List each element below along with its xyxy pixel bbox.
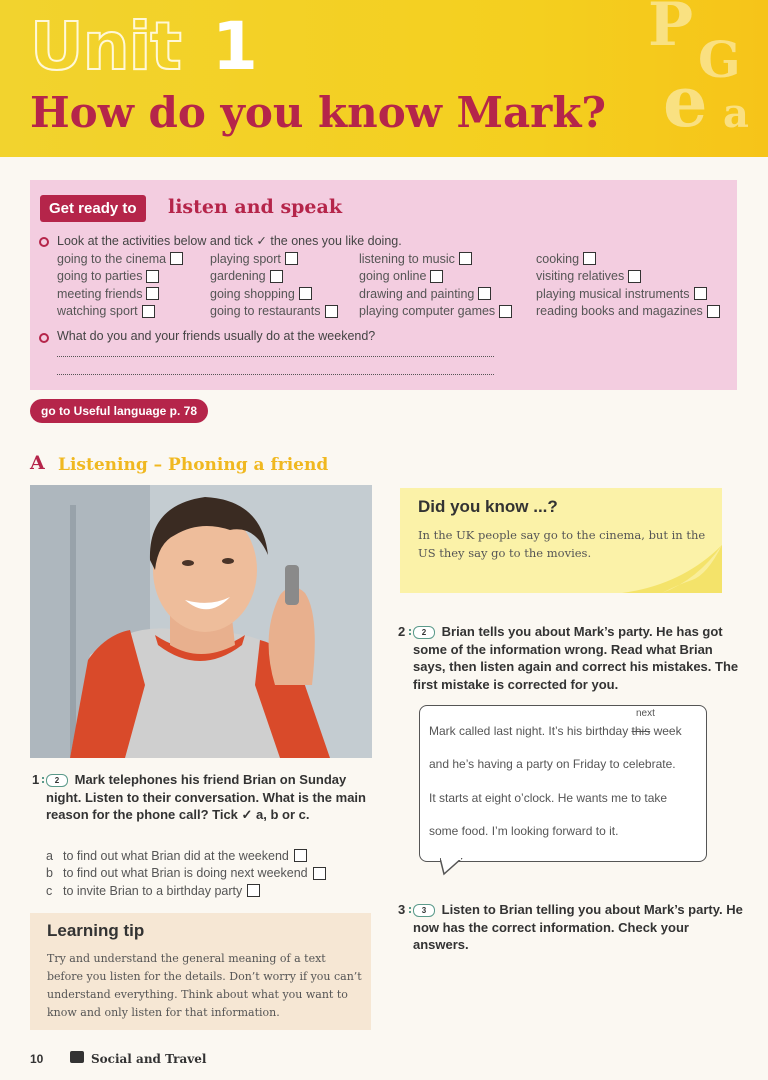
activity-label: playing computer games	[359, 304, 496, 319]
activity-label: visiting relatives	[536, 269, 625, 284]
activity-checkbox[interactable]	[459, 252, 472, 265]
bubble-text: week	[650, 724, 682, 738]
activity-checkbox[interactable]	[270, 270, 283, 283]
bubble-text: Mark called last night. It’s his birthday	[429, 724, 632, 738]
activity-checkbox[interactable]	[299, 287, 312, 300]
activity-checkbox[interactable]	[499, 305, 512, 318]
answer-line[interactable]	[57, 356, 494, 357]
bubble-line-3: It starts at eight o’clock. He wants me to take	[429, 791, 668, 805]
activity-label: going online	[359, 269, 427, 284]
activity-checkbox[interactable]	[628, 270, 641, 283]
activity-checkbox[interactable]	[707, 305, 720, 318]
question-2-text	[413, 623, 743, 693]
activity-checkbox[interactable]	[478, 287, 491, 300]
activity-label: playing musical instruments	[536, 286, 690, 301]
bubble-line-1	[429, 724, 682, 738]
question-1-options	[46, 847, 326, 900]
activity-checkbox[interactable]	[694, 287, 707, 300]
activity-column-3	[359, 250, 512, 320]
activity-label: going to restaurants	[210, 304, 321, 319]
section-title: Listening – Phoning a friend	[58, 455, 329, 475]
activity-label: watching sport	[57, 304, 138, 319]
activity-label: going to parties	[57, 269, 143, 284]
question-number: 1	[32, 772, 40, 787]
header-decoration: P G e a	[648, 0, 749, 143]
man-on-phone-photo	[30, 485, 372, 758]
handwritten-correction: next	[636, 708, 655, 719]
option-checkbox[interactable]	[247, 884, 260, 897]
book-icon	[70, 1051, 84, 1063]
activity-label: cooking	[536, 251, 580, 266]
learning-tip-text: Try and understand the general meaning of a text before you listen for the details. Don’t worry if you can’t understand everything. Think about what you want to know and only listen for that information.	[47, 952, 362, 1019]
activity-label: going to the cinema	[57, 251, 167, 266]
cd-track-icon[interactable]: 3	[413, 904, 435, 917]
cd-track-icon[interactable]: 2	[413, 626, 435, 639]
cd-track-icon[interactable]: 2	[46, 774, 68, 787]
activity-checkbox[interactable]	[285, 252, 298, 265]
activity-checkbox[interactable]	[142, 305, 155, 318]
speech-bubble-tail	[440, 858, 470, 876]
get-ready-heading: listen and speak	[168, 196, 342, 218]
bullet-icon	[39, 237, 49, 247]
did-you-know-title: Did you know ...?	[418, 497, 558, 516]
question-1-instruction: Mark telephones his friend Brian on Sunday night. Listen to their conversation. What is the main reason for the phone call? Tick ✓ a, b or c.	[46, 772, 366, 822]
activity-column-4	[536, 250, 720, 320]
activity-checkbox[interactable]	[146, 270, 159, 283]
question-1-text	[46, 771, 366, 824]
weekend-question: What do you and your friends usually do at the weekend?	[57, 329, 376, 343]
learning-tip-title: Learning tip	[47, 921, 145, 940]
activity-checkbox[interactable]	[583, 252, 596, 265]
activity-label: gardening	[210, 269, 266, 284]
option-letter: a	[46, 848, 53, 863]
activity-checkbox[interactable]	[146, 287, 159, 300]
unit-label: Unit	[30, 8, 181, 85]
activity-label: reading books and magazines	[536, 304, 703, 319]
activity-checkbox[interactable]	[430, 270, 443, 283]
activity-checkbox[interactable]	[325, 305, 338, 318]
option-text: to invite Brian to a birthday party	[63, 883, 243, 898]
question-number: 2	[398, 624, 406, 639]
question-number: 3	[398, 902, 406, 917]
activity-label: drawing and painting	[359, 286, 475, 301]
useful-language-link[interactable]: go to Useful language p. 78	[30, 399, 208, 423]
answer-line[interactable]	[57, 374, 494, 375]
activity-label: going shopping	[210, 286, 295, 301]
option-text: to find out what Brian is doing next weekend	[63, 866, 308, 881]
section-letter: A	[30, 452, 45, 474]
option-checkbox[interactable]	[294, 849, 307, 862]
struck-word: this	[631, 724, 651, 738]
page-title: How do you know Mark?	[30, 88, 607, 137]
bullet-icon	[39, 333, 49, 343]
activity-checkbox[interactable]	[170, 252, 183, 265]
option-letter: c	[46, 883, 53, 898]
page-number: 10	[30, 1052, 44, 1066]
did-you-know-text: In the UK people say go to the cinema, but in the US they say go to the movies.	[418, 528, 706, 560]
activity-column-1	[57, 250, 183, 320]
question-3-instruction: Listen to Brian telling you about Mark’s party. He now has the correct information. Check your answers.	[413, 902, 743, 952]
option-text: to find out what Brian did at the weekend	[63, 848, 289, 863]
activity-column-2	[210, 250, 338, 320]
option-checkbox[interactable]	[313, 867, 326, 880]
bubble-line-4: some food. I’m looking forward to it.	[429, 824, 619, 838]
activity-label: meeting friends	[57, 286, 143, 301]
option-letter: b	[46, 866, 53, 881]
unit-number: 1	[212, 8, 258, 85]
activity-instruction: Look at the activities below and tick ✓ the ones you like doing.	[57, 234, 402, 248]
question-2-instruction: Brian tells you about Mark’s party. He has got some of the information wrong. Read what Brian says, then listen again and correct his mistakes. The first mistake is corrected for you.	[413, 624, 739, 692]
activity-label: listening to music	[359, 251, 455, 266]
activity-label: playing sport	[210, 251, 281, 266]
question-3-text	[413, 901, 743, 954]
book-title: Social and Travel	[91, 1052, 207, 1066]
get-ready-tag: Get ready to	[40, 195, 146, 222]
bubble-line-2: and he’s having a party on Friday to celebrate.	[429, 757, 676, 771]
